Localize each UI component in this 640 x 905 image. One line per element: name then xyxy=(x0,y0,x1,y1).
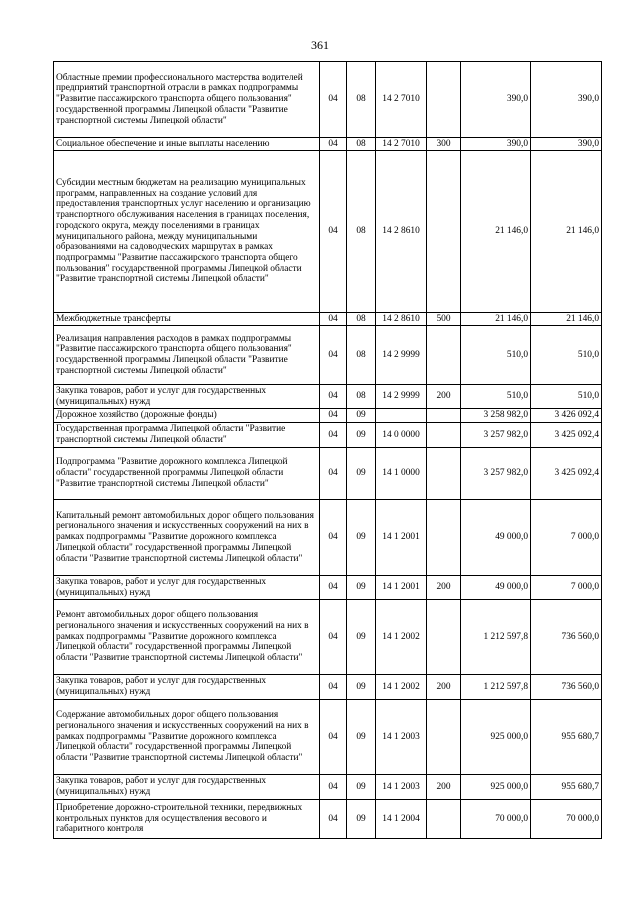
section-code: 04 xyxy=(320,448,347,500)
expense-type-code xyxy=(427,326,461,385)
amount-year-1: 925 000,0 xyxy=(461,700,531,775)
target-item-code: 14 2 8610 xyxy=(376,313,427,326)
amount-year-2: 955 680,7 xyxy=(531,775,602,800)
amount-year-1: 21 146,0 xyxy=(461,151,531,313)
amount-year-2: 736 560,0 xyxy=(531,600,602,675)
row-description: Содержание автомобильных дорог общего пользования регионального значения и искусственных сооружений на них в рамках подпрограммы "Развитие дорожного комплекса Липецкой области" государственной программы Липецкой области "Развитие транспортной системы Липецкой области" xyxy=(54,700,320,775)
row-description: Ремонт автомобильных дорог общего пользования регионального значения и искусственных сооружений на них в рамках подпрограммы "Развитие дорожного комплекса Липецкой области" государственной программы Липецкой области "Развитие транспортной системы Липецкой области" xyxy=(54,600,320,675)
subsection-code: 08 xyxy=(347,151,376,313)
section-code: 04 xyxy=(320,576,347,600)
table-row xyxy=(54,326,602,385)
section-code: 04 xyxy=(320,500,347,576)
subsection-code: 09 xyxy=(347,675,376,700)
target-item-code: 14 1 0000 xyxy=(376,448,427,500)
amount-year-2: 7 000,0 xyxy=(531,500,602,576)
section-code: 04 xyxy=(320,600,347,675)
subsection-code: 08 xyxy=(347,138,376,151)
table-row xyxy=(54,409,602,423)
table-row xyxy=(54,138,602,151)
target-item-code xyxy=(376,409,427,423)
amount-year-1: 510,0 xyxy=(461,385,531,409)
row-description: Закупка товаров, работ и услуг для государственных (муниципальных) нужд xyxy=(54,675,320,700)
row-description: Государственная программа Липецкой области "Развитие транспортной системы Липецкой области" xyxy=(54,423,320,448)
amount-year-1: 1 212 597,8 xyxy=(461,675,531,700)
row-description: Субсидии местным бюджетам на реализацию муниципальных программ, направленных на создание условий для предоставления транспортных услуг населению и организацию транспортного обслуживания населения в границах поселения, городского округа, между поселениями в границах муниципального района, между муниципальными образованиями на садоводческих маршрутах в рамках подпрограммы "Развитие пассажирского транспорта общего пользования" государственной программы Липецкой области "Развитие транспортной системы Липецкой области" xyxy=(54,151,320,313)
target-item-code: 14 1 2003 xyxy=(376,700,427,775)
amount-year-1: 390,0 xyxy=(461,62,531,138)
table-row xyxy=(54,448,602,500)
subsection-code: 09 xyxy=(347,576,376,600)
table-row xyxy=(54,600,602,675)
row-description: Областные премии профессионального мастерства водителей предприятий транспортной отрасли в рамках подпрограммы "Развитие пассажирского транспорта общего пользования" государственной программы Липецкой области "Развитие транспортной системы Липецкой области" xyxy=(54,62,320,138)
target-item-code: 14 1 2002 xyxy=(376,675,427,700)
amount-year-2: 7 000,0 xyxy=(531,576,602,600)
subsection-code: 09 xyxy=(347,775,376,800)
amount-year-2: 3 425 092,4 xyxy=(531,423,602,448)
section-code: 04 xyxy=(320,385,347,409)
section-code: 04 xyxy=(320,775,347,800)
expense-type-code: 500 xyxy=(427,313,461,326)
amount-year-2: 390,0 xyxy=(531,138,602,151)
expense-type-code xyxy=(427,800,461,839)
target-item-code: 14 2 9999 xyxy=(376,385,427,409)
amount-year-1: 49 000,0 xyxy=(461,500,531,576)
expense-type-code xyxy=(427,500,461,576)
expense-type-code xyxy=(427,62,461,138)
target-item-code: 14 0 0000 xyxy=(376,423,427,448)
expense-type-code: 300 xyxy=(427,138,461,151)
table-row xyxy=(54,385,602,409)
expense-type-code: 200 xyxy=(427,385,461,409)
budget-table xyxy=(53,61,602,839)
amount-year-1: 510,0 xyxy=(461,326,531,385)
subsection-code: 09 xyxy=(347,500,376,576)
subsection-code: 09 xyxy=(347,700,376,775)
amount-year-1: 390,0 xyxy=(461,138,531,151)
row-description: Социальное обеспечение и иные выплаты населению xyxy=(54,138,320,151)
section-code: 04 xyxy=(320,675,347,700)
amount-year-2: 21 146,0 xyxy=(531,151,602,313)
amount-year-1: 1 212 597,8 xyxy=(461,600,531,675)
table-row xyxy=(54,313,602,326)
amount-year-1: 925 000,0 xyxy=(461,775,531,800)
amount-year-2: 21 146,0 xyxy=(531,313,602,326)
subsection-code: 09 xyxy=(347,423,376,448)
amount-year-1: 3 258 982,0 xyxy=(461,409,531,423)
row-description: Капитальный ремонт автомобильных дорог общего пользования регионального значения и искусственных сооружений на них в рамках подпрограммы "Развитие дорожного комплекса Липецкой области" государственной программы Липецкой области "Развитие транспортной системы Липецкой области" xyxy=(54,500,320,576)
amount-year-1: 49 000,0 xyxy=(461,576,531,600)
table-row xyxy=(54,500,602,576)
amount-year-1: 21 146,0 xyxy=(461,313,531,326)
row-description: Реализация направления расходов в рамках подпрограммы "Развитие пассажирского транспорта общего пользования" государственной программы Липецкой области "Развитие транспортной системы Липецкой области" xyxy=(54,326,320,385)
target-item-code: 14 1 2002 xyxy=(376,600,427,675)
section-code: 04 xyxy=(320,800,347,839)
expense-type-code xyxy=(427,423,461,448)
section-code: 04 xyxy=(320,138,347,151)
row-description: Дорожное хозяйство (дорожные фонды) xyxy=(54,409,320,423)
subsection-code: 09 xyxy=(347,409,376,423)
table-row xyxy=(54,62,602,138)
section-code: 04 xyxy=(320,423,347,448)
subsection-code: 09 xyxy=(347,448,376,500)
section-code: 04 xyxy=(320,409,347,423)
expense-type-code xyxy=(427,448,461,500)
expense-type-code: 200 xyxy=(427,675,461,700)
subsection-code: 08 xyxy=(347,62,376,138)
subsection-code: 08 xyxy=(347,326,376,385)
section-code: 04 xyxy=(320,326,347,385)
subsection-code: 08 xyxy=(347,313,376,326)
target-item-code: 14 1 2001 xyxy=(376,500,427,576)
amount-year-1: 3 257 982,0 xyxy=(461,423,531,448)
amount-year-2: 510,0 xyxy=(531,326,602,385)
table-row xyxy=(54,423,602,448)
section-code: 04 xyxy=(320,700,347,775)
target-item-code: 14 1 2001 xyxy=(376,576,427,600)
table-row xyxy=(54,700,602,775)
amount-year-2: 3 426 092,4 xyxy=(531,409,602,423)
expense-type-code xyxy=(427,151,461,313)
row-description: Межбюджетные трансферты xyxy=(54,313,320,326)
row-description: Подпрограмма "Развитие дорожного комплекса Липецкой области" государственной программы Липецкой области "Развитие транспортной системы Липецкой области" xyxy=(54,448,320,500)
table-row xyxy=(54,675,602,700)
target-item-code: 14 1 2004 xyxy=(376,800,427,839)
target-item-code: 14 1 2003 xyxy=(376,775,427,800)
subsection-code: 09 xyxy=(347,600,376,675)
amount-year-2: 390,0 xyxy=(531,62,602,138)
target-item-code: 14 2 7010 xyxy=(376,62,427,138)
expense-type-code xyxy=(427,700,461,775)
amount-year-2: 70 000,0 xyxy=(531,800,602,839)
target-item-code: 14 2 7010 xyxy=(376,138,427,151)
section-code: 04 xyxy=(320,151,347,313)
page-number: 361 xyxy=(311,38,329,52)
amount-year-2: 510,0 xyxy=(531,385,602,409)
expense-type-code xyxy=(427,409,461,423)
subsection-code: 08 xyxy=(347,385,376,409)
amount-year-2: 955 680,7 xyxy=(531,700,602,775)
expense-type-code xyxy=(427,600,461,675)
subsection-code: 09 xyxy=(347,800,376,839)
amount-year-1: 3 257 982,0 xyxy=(461,448,531,500)
section-code: 04 xyxy=(320,313,347,326)
target-item-code: 14 2 9999 xyxy=(376,326,427,385)
table-row xyxy=(54,775,602,800)
amount-year-1: 70 000,0 xyxy=(461,800,531,839)
table-row xyxy=(54,576,602,600)
target-item-code: 14 2 8610 xyxy=(376,151,427,313)
row-description: Закупка товаров, работ и услуг для государственных (муниципальных) нужд xyxy=(54,385,320,409)
section-code: 04 xyxy=(320,62,347,138)
amount-year-2: 736 560,0 xyxy=(531,675,602,700)
amount-year-2: 3 425 092,4 xyxy=(531,448,602,500)
table-row xyxy=(54,800,602,839)
row-description: Приобретение дорожно-строительной техники, передвижных контрольных пунктов для осуществления весового и габаритного контроля xyxy=(54,800,320,839)
expense-type-code: 200 xyxy=(427,775,461,800)
row-description: Закупка товаров, работ и услуг для государственных (муниципальных) нужд xyxy=(54,775,320,800)
expense-type-code: 200 xyxy=(427,576,461,600)
table-row xyxy=(54,151,602,313)
row-description: Закупка товаров, работ и услуг для государственных (муниципальных) нужд xyxy=(54,576,320,600)
